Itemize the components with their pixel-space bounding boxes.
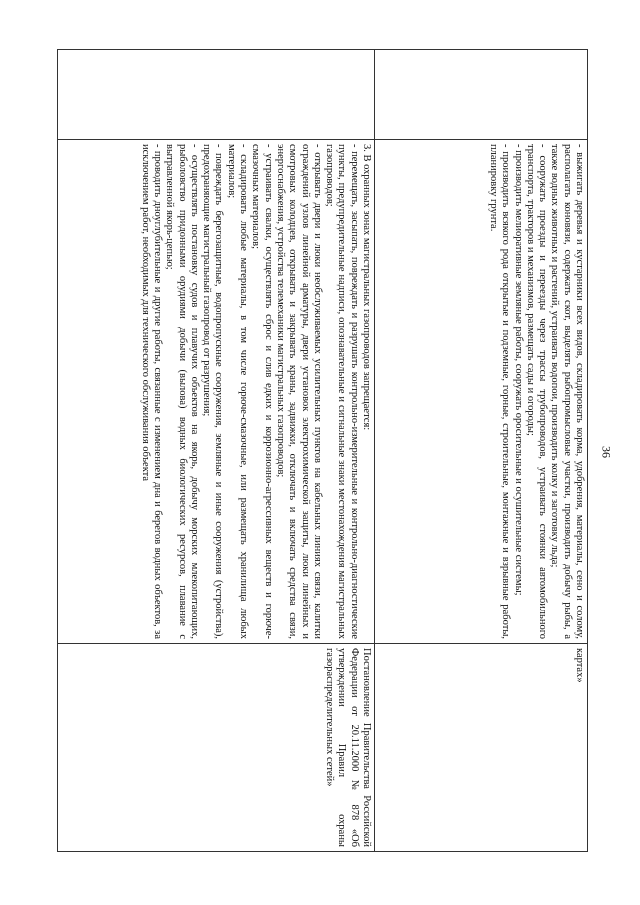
regulations-table: [57, 49, 588, 852]
table-cell-reference: [375, 644, 588, 852]
paragraph: - сооружать проезды и переезды через трассы трубопроводов, устраивать стоянки автомобильного транспорта, тракторов и механизмов, размещать сады и огороды;: [524, 144, 549, 639]
page-number: 36: [599, 446, 614, 458]
paragraph: - выжигать деревья и кустарники всех видов, складировать корма, удобрения, материалы, сено и солому, располагать коновязи, содержать скот, выделять рыбопромысловые участки, производить добычу рыбы, а также водных животных и растений, устраивать водопои, производить колку и заготовку льда;: [549, 144, 585, 639]
paragraph: - повреждать берегозащитные, водопропускные сооружения, земляные и иные сооружения (устройства), предохраняющие магистральный газопровод от разрушения;: [201, 144, 225, 639]
paragraph: - проводить дноуглубительные и другие работы, связанные с изменением дна и берегов водных объектов, за исключением работ, необходимых для технического обслуживания объекта: [139, 144, 163, 639]
table-cell-empty: [58, 50, 375, 140]
paragraph: - производить всякого рода открытые и подземные, горные, строительные, монтажные и взрывные работы, планировку грунта.: [487, 144, 512, 639]
paragraph: - производить мелиоративные земляные работы, сооружать оросительные и осушительные системы;: [512, 144, 524, 596]
table-cell-restrictions: [375, 140, 588, 644]
paragraph: - устраивать свалки, осуществлять сброс и слив едких и коррозионно-агрессивных веществ и горюче-смазочных материалов;: [250, 144, 274, 639]
table-row: [375, 50, 588, 852]
table-cell-reference: [58, 644, 375, 852]
paragraph: - открывать двери и люки необслуживаемых усилительных пунктов на кабельных линиях связи, калитки ограждений узлов линейной арматуры, двери установок электрохимической защиты, люки линейных и смотровых колодцев, открывать и закрывать краны, задвижки, отключать и включать средства связи, энергоснабжения, устройства телемеханики магистральных газопроводов;: [274, 144, 323, 639]
reference-text: картах»: [574, 648, 585, 683]
section-heading: 3. В охранных зонах магистральных газопроводов запрещается:: [361, 144, 372, 431]
reference-text: Постановление Правительства Российской Федерации от 20.11.2000 № 878 «Об утверждении Правил охраны газораспределительных сетей»: [324, 648, 372, 847]
table-cell-empty: [375, 50, 588, 140]
paragraph: - складировать любые материалы, в том числе горюче-смазочные, или размещать хранилища любых материалов;: [225, 144, 250, 639]
paragraph: - осуществлять постановку судов и плавучих объектов на якорь, добычу морских млекопитающих, рыболовство придонными орудиями добычи (вылова) водных биологических ресурсов, плавание с вытравленной якорь-цепью;: [164, 144, 200, 639]
table-cell-restrictions: [58, 140, 375, 644]
document-sheet: [68, 49, 588, 851]
rotated-table-container: [68, 49, 588, 851]
table-row: [58, 50, 375, 852]
paragraph: - перемещать, засыпать, повреждать и разрушать контрольно-измерительные и контрольно-диагностические пункты, предупредительные надписи, опознавательные и сигнальные знаки местонахождения магистральных газопроводов;: [324, 144, 360, 639]
